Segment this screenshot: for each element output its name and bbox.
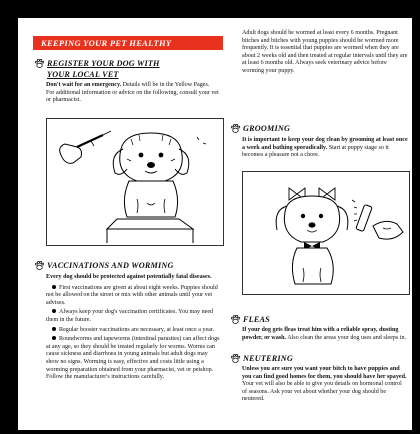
fleas-normal: Also clean the areas your dog uses and sleeps in. bbox=[286, 334, 407, 341]
bullet-icon bbox=[52, 327, 56, 331]
left-column bbox=[18, 18, 230, 430]
neutering-bold: Unless you are sure you want your bitch to have puppies and you can find good homes for them, you should have her spayed. bbox=[242, 366, 407, 380]
fleas-heading: FLEAS bbox=[243, 315, 270, 324]
register-bold: Don't wait for an emergency. bbox=[46, 82, 122, 88]
register-heading bbox=[47, 58, 160, 80]
vaccinations-bullet2: Always keep your dog's vaccination certificates. You may need them in the future. bbox=[46, 309, 214, 323]
grooming-text bbox=[242, 137, 408, 160]
section-banner: KEEPING YOUR PET HEALTHY bbox=[33, 36, 223, 50]
paw-icon bbox=[230, 314, 241, 325]
fleas-bold: If your dog gets fleas treat him with a reliable spray, dusting powder, or wash. bbox=[242, 327, 399, 341]
register-text bbox=[46, 82, 222, 105]
grooming-heading: GROOMING bbox=[243, 124, 291, 133]
vaccinations-text bbox=[46, 274, 222, 382]
adult-worming-paragraph: Adult dogs should be wormed at least every 6 months. Pregnant bitches and bitches with young puppies should be wormed more frequently. It is essential that puppies are wormed when they are about 2 weeks old and then treated at regular intervals until they are at least 6 months old. Always seek veterinary advice before worming your puppy. bbox=[242, 30, 408, 74]
register-heading-line2: YOUR LOCAL VET bbox=[47, 70, 119, 79]
bullet-icon bbox=[52, 336, 56, 340]
right-column bbox=[242, 18, 408, 430]
grooming-bold: It is important to keep your dog clean by grooming at least once a week and bathing sporadically. bbox=[242, 137, 408, 151]
paw-icon bbox=[34, 260, 45, 271]
grooming-dog-illustration bbox=[242, 171, 410, 295]
neutering-heading: NEUTERING bbox=[243, 354, 294, 363]
register-heading-line1: REGISTER YOUR DOG WITH bbox=[47, 59, 160, 68]
vaccinations-bullet4: Roundworms and tapeworms (intestinal parasites) can affect dogs at any age, so they should be treated regularly for worms. Worms can cause sickness and diarrhoea in young animals but adult dogs may show no signs. Worming is easy, effective and costs little using a worming preparation obtained from your pharmacist, vet or petshop. Follow the manufacturer's instructions carefully. bbox=[46, 336, 220, 381]
vaccinations-bold: Every dog should be protected against potentially fatal diseases. bbox=[46, 274, 212, 280]
leaflet-page bbox=[18, 18, 412, 430]
paw-icon bbox=[34, 58, 45, 69]
register-text1: Details will be in the Yellow Pages. bbox=[121, 82, 210, 88]
register-text2: For additional information or advice on the following, consult your vet or pharmacist. bbox=[46, 89, 219, 104]
adult-worming-text bbox=[242, 30, 408, 76]
fleas-text bbox=[242, 327, 408, 342]
neutering-text bbox=[242, 366, 408, 404]
vaccinations-bullet1: First vaccinations are given at about eight weeks. Puppies should not be allowed on the street or mix with other animals until your vet advises. bbox=[46, 284, 218, 306]
grooming-normal: Start at puppy stage so it becomes a pleasure not a chore. bbox=[242, 144, 389, 159]
vet-dog-illustration bbox=[46, 118, 224, 246]
vaccinations-bullet3: Regular booster vaccinations are necessary, at least once a year. bbox=[59, 326, 215, 333]
paw-icon bbox=[230, 353, 241, 364]
neutering-normal: Your vet will also be able to give you details on hormonal control of seasons. Ask your vet about whether your dog should be neutered. bbox=[242, 381, 402, 403]
bullet-icon bbox=[52, 285, 56, 289]
vaccinations-heading: VACCINATIONS AND WORMING bbox=[47, 261, 174, 270]
bullet-icon bbox=[52, 309, 56, 313]
paw-icon bbox=[230, 123, 241, 134]
